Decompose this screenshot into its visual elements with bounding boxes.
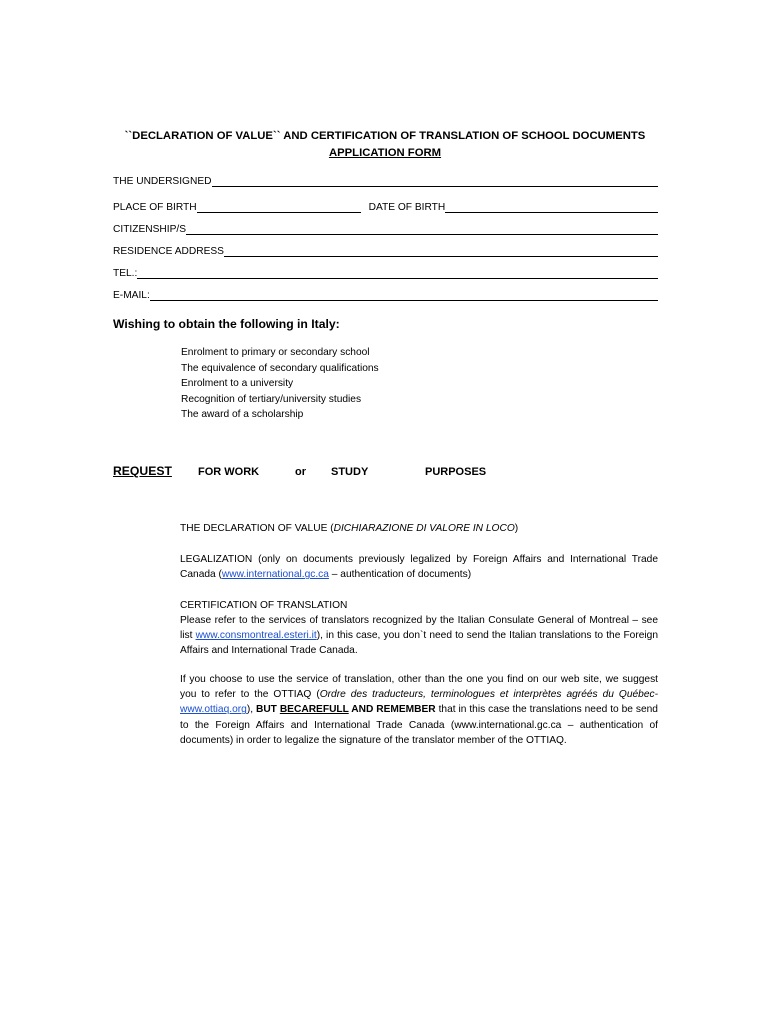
legalization-text: LEGALIZATION (only on documents previously legalized by Foreign Affairs and International Trade Canada ( xyxy=(180,554,658,581)
purposes-label: PURPOSES xyxy=(425,466,487,478)
undersigned-input-line[interactable] xyxy=(212,176,659,187)
title-line-1: ``DECLARATION OF VALUE`` AND CERTIFICATION OF TRANSLATION OF SCHOOL DOCUMENTS xyxy=(124,130,646,142)
ottiaq-italic: Ordre des traducteurs, terminologues et interprètes agréés du Québec- xyxy=(319,689,658,701)
date-of-birth-label: DATE OF BIRTH xyxy=(368,202,446,213)
international-link[interactable]: www.international.gc.ca xyxy=(221,569,329,581)
email-label: E-MAIL: xyxy=(113,290,150,301)
option-item[interactable]: Enrolment to primary or secondary school xyxy=(181,347,370,358)
declaration-suffix: ) xyxy=(514,523,519,534)
legalization-suffix: – authentication of documents) xyxy=(328,569,472,581)
declaration-item[interactable] xyxy=(180,521,658,536)
document-title xyxy=(113,128,657,162)
option-item[interactable]: Enrolment to a university xyxy=(181,378,294,390)
ottiaq-bold-2: AND REMEMBER xyxy=(348,704,436,716)
ottiaq-bold-1: BUT xyxy=(255,704,280,716)
certification-text-1: Please refer to the services of translators recognized by the Italian Consulate General of Montreal – see list xyxy=(180,615,658,642)
residence-row xyxy=(113,245,658,258)
tel-row xyxy=(113,267,658,280)
ottiaq-paragraph xyxy=(180,672,658,748)
ottiaq-becarefull: BECAREFULL xyxy=(279,704,349,716)
ottiaq-link[interactable]: www.ottiaq.org xyxy=(180,704,247,716)
wishing-heading: Wishing to obtain the following in Italy: xyxy=(113,317,340,331)
citizenship-row xyxy=(113,223,658,236)
options-list xyxy=(181,345,379,423)
ottiaq-text-1: If you choose to use the service of translation, other than the one you find on our web site, we suggest you to refer to the OTTIAQ ( xyxy=(180,674,658,701)
option-item[interactable]: The equivalence of secondary qualifications xyxy=(181,362,379,374)
certification-body xyxy=(180,613,658,659)
citizenship-label: CITIZENSHIP/S xyxy=(113,224,187,235)
undersigned-label: THE UNDERSIGNED xyxy=(113,176,212,187)
certification-heading: CERTIFICATION OF TRANSLATION xyxy=(180,600,348,611)
birth-row xyxy=(113,201,658,214)
title-line-2: APPLICATION FORM xyxy=(328,147,442,159)
place-of-birth-input-line[interactable] xyxy=(197,202,361,213)
declaration-italic: DICHIARAZIONE DI VALORE IN LOCO xyxy=(333,523,515,534)
date-of-birth-input-line[interactable] xyxy=(445,202,658,213)
residence-input-line[interactable] xyxy=(224,246,658,257)
citizenship-input-line[interactable] xyxy=(186,224,658,235)
legalization-item[interactable] xyxy=(180,552,658,582)
declaration-prefix: THE DECLARATION OF VALUE ( xyxy=(180,523,334,534)
email-row xyxy=(113,289,658,302)
undersigned-row xyxy=(113,175,658,188)
place-of-birth-label: PLACE OF BIRTH xyxy=(113,202,197,213)
certification-text-2: ), in this case, you don`t need to send the Italian translations to the Foreign Affairs and International Trade Canada. xyxy=(180,630,659,657)
residence-label: RESIDENCE ADDRESS xyxy=(113,246,224,257)
tel-label: TEL.: xyxy=(113,268,138,279)
consmontreal-link[interactable]: www.consmontreal.esteri.it xyxy=(195,630,317,642)
option-item[interactable]: Recognition of tertiary/university studies xyxy=(181,393,362,405)
tel-input-line[interactable] xyxy=(137,268,658,279)
for-work-option[interactable]: FOR WORK xyxy=(198,466,260,478)
ottiaq-text-3: that in this case the translations need to be send to the Foreign Affairs and International Trade Canada (www.international.gc.ca – authentication of documents) in order to legalize the signature of the translator member of the OTTIAQ. xyxy=(180,704,658,746)
ottiaq-text-2: ), xyxy=(246,704,256,716)
or-text: or xyxy=(295,466,306,478)
email-input-line[interactable] xyxy=(150,290,658,301)
request-label: REQUEST xyxy=(113,464,172,478)
study-option[interactable]: STUDY xyxy=(331,466,369,478)
option-item[interactable]: The award of a scholarship xyxy=(181,409,304,421)
